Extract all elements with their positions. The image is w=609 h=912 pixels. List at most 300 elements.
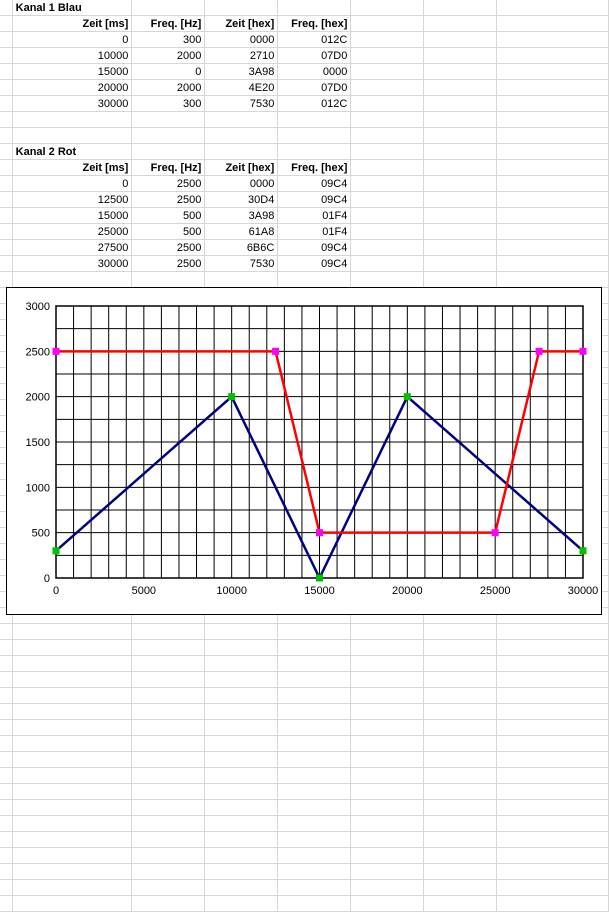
cell	[0, 864, 12, 880]
cell	[278, 272, 351, 288]
cell	[12, 656, 132, 672]
x-tick-label: 0	[52, 585, 60, 597]
cell	[205, 624, 278, 640]
cell	[424, 736, 497, 752]
table-row	[0, 640, 609, 656]
cell	[424, 768, 497, 784]
column-header: Zeit [hex]	[205, 160, 278, 176]
cell	[12, 128, 132, 144]
table-row	[0, 144, 609, 160]
cell	[278, 896, 351, 912]
table-row	[0, 720, 609, 736]
cell	[424, 144, 497, 160]
table-row	[0, 624, 609, 640]
block-title: Kanal 1 Blau	[12, 0, 132, 16]
table-row	[0, 96, 609, 112]
cell	[497, 128, 609, 144]
cell	[351, 800, 424, 816]
table-row	[0, 768, 609, 784]
y-tick-label: 0	[43, 573, 50, 585]
cell	[497, 832, 609, 848]
cell	[12, 720, 132, 736]
table-row	[0, 864, 609, 880]
cell: 15000	[12, 208, 132, 224]
cell	[0, 656, 12, 672]
cell	[132, 112, 205, 128]
table-row	[0, 208, 609, 224]
cell	[0, 112, 12, 128]
cell: 7530	[205, 256, 278, 272]
cell	[497, 144, 609, 160]
cell: 012C	[278, 32, 351, 48]
cell	[278, 112, 351, 128]
cell	[0, 128, 12, 144]
cell	[132, 832, 205, 848]
table-row	[0, 736, 609, 752]
cell	[0, 768, 12, 784]
cell	[12, 880, 132, 896]
cell: 30D4	[205, 192, 278, 208]
cell	[351, 96, 424, 112]
cell: 2710	[205, 48, 278, 64]
cell	[0, 800, 12, 816]
cell	[497, 816, 609, 832]
cell	[424, 96, 497, 112]
table-row	[0, 672, 609, 688]
cell	[278, 864, 351, 880]
table-row	[0, 800, 609, 816]
cell	[12, 272, 132, 288]
cell	[351, 816, 424, 832]
cell	[0, 64, 12, 80]
cell	[0, 640, 12, 656]
table-header-row	[0, 16, 609, 32]
cell	[424, 160, 497, 176]
column-header: Freq. [hex]	[278, 16, 351, 32]
cell	[0, 0, 12, 16]
cell	[132, 624, 205, 640]
cell: 4E20	[205, 80, 278, 96]
cell: 01F4	[278, 224, 351, 240]
table-row	[0, 880, 609, 896]
x-tick-label: 15000	[304, 585, 335, 597]
cell	[0, 80, 12, 96]
cell	[0, 208, 12, 224]
cell	[278, 752, 351, 768]
chart-data-point	[53, 548, 59, 554]
cell: 2500	[132, 192, 205, 208]
cell	[205, 800, 278, 816]
cell: 09C4	[278, 256, 351, 272]
x-tick-label: 5000	[131, 585, 157, 597]
cell	[0, 192, 12, 208]
cell: 15000	[12, 64, 132, 80]
table-row	[0, 704, 609, 720]
table-row	[0, 896, 609, 912]
y-tick-label: 2500	[25, 346, 50, 359]
cell	[12, 816, 132, 832]
table-row	[0, 80, 609, 96]
cell	[12, 832, 132, 848]
cell	[0, 816, 12, 832]
cell	[351, 672, 424, 688]
cell	[351, 128, 424, 144]
cell	[205, 736, 278, 752]
cell	[424, 32, 497, 48]
cell	[424, 208, 497, 224]
chart-object[interactable]	[6, 287, 602, 615]
cell	[424, 864, 497, 880]
cell	[205, 640, 278, 656]
cell	[0, 880, 12, 896]
table-row	[0, 32, 609, 48]
table-header-row	[0, 160, 609, 176]
x-tick-label: 30000	[567, 585, 599, 597]
cell	[424, 752, 497, 768]
cell: 27500	[12, 240, 132, 256]
y-tick-label: 2000	[25, 391, 50, 404]
cell	[497, 752, 609, 768]
cell	[497, 688, 609, 704]
cell	[497, 784, 609, 800]
cell	[351, 848, 424, 864]
cell	[0, 720, 12, 736]
cell	[132, 896, 205, 912]
cell	[205, 752, 278, 768]
cell	[132, 656, 205, 672]
x-tick-label: 25000	[479, 585, 511, 597]
cell	[12, 640, 132, 656]
y-tick-label: 1000	[25, 482, 50, 495]
cell	[424, 704, 497, 720]
cell	[424, 112, 497, 128]
cell	[351, 752, 424, 768]
cell	[12, 848, 132, 864]
chart-data-point	[317, 530, 323, 536]
cell	[497, 864, 609, 880]
table-row	[0, 688, 609, 704]
cell: 500	[132, 208, 205, 224]
cell	[351, 784, 424, 800]
column-header: Zeit [hex]	[205, 16, 278, 32]
table-row	[0, 240, 609, 256]
table-row	[0, 48, 609, 64]
cell	[351, 688, 424, 704]
cell	[0, 240, 12, 256]
cell: 12500	[12, 192, 132, 208]
cell	[278, 848, 351, 864]
cell	[278, 688, 351, 704]
cell	[497, 768, 609, 784]
table-row	[0, 64, 609, 80]
cell: 10000	[12, 48, 132, 64]
cell	[205, 112, 278, 128]
chart-x-tick-labels	[53, 585, 598, 597]
cell	[497, 112, 609, 128]
chart-data-point	[580, 348, 586, 354]
cell	[497, 624, 609, 640]
cell	[205, 688, 278, 704]
cell	[0, 848, 12, 864]
cell	[205, 816, 278, 832]
table-row	[0, 256, 609, 272]
table-row	[0, 816, 609, 832]
cell: 25000	[12, 224, 132, 240]
cell	[497, 704, 609, 720]
cell	[132, 144, 205, 160]
cell	[278, 800, 351, 816]
cell	[351, 832, 424, 848]
cell	[351, 656, 424, 672]
cell	[424, 624, 497, 640]
cell: 07D0	[278, 80, 351, 96]
cell	[497, 160, 609, 176]
cell	[12, 896, 132, 912]
y-tick-label: 500	[31, 527, 50, 540]
cell	[424, 16, 497, 32]
cell	[351, 640, 424, 656]
cell	[0, 224, 12, 240]
cell	[0, 272, 12, 288]
cell	[12, 800, 132, 816]
cell	[424, 128, 497, 144]
cell	[0, 144, 12, 160]
cell	[497, 224, 609, 240]
cell	[424, 672, 497, 688]
cell	[278, 704, 351, 720]
cell	[132, 704, 205, 720]
cell	[351, 864, 424, 880]
cell	[351, 80, 424, 96]
cell: 09C4	[278, 240, 351, 256]
cell	[132, 272, 205, 288]
cell	[497, 64, 609, 80]
cell	[12, 784, 132, 800]
cell	[497, 208, 609, 224]
cell: 2000	[132, 48, 205, 64]
cell: 30000	[12, 256, 132, 272]
cell	[351, 880, 424, 896]
cell	[424, 800, 497, 816]
cell: 500	[132, 224, 205, 240]
column-header: Freq. [hex]	[278, 160, 351, 176]
cell	[497, 720, 609, 736]
table-row	[0, 0, 609, 16]
cell	[205, 784, 278, 800]
cell	[0, 832, 12, 848]
cell: 2500	[132, 256, 205, 272]
table-row	[0, 784, 609, 800]
cell	[12, 688, 132, 704]
cell	[424, 48, 497, 64]
cell	[424, 224, 497, 240]
cell: 6B6C	[205, 240, 278, 256]
cell	[424, 176, 497, 192]
cell	[424, 816, 497, 832]
cell	[424, 256, 497, 272]
cell	[278, 720, 351, 736]
cell	[132, 688, 205, 704]
cell	[351, 624, 424, 640]
cell: 0000	[278, 64, 351, 80]
cell	[497, 0, 609, 16]
cell	[0, 32, 12, 48]
cell	[205, 272, 278, 288]
cell	[132, 848, 205, 864]
cell	[351, 176, 424, 192]
cell: 01F4	[278, 208, 351, 224]
cell	[351, 0, 424, 16]
chart-svg	[7, 288, 601, 614]
cell	[497, 272, 609, 288]
cell	[12, 736, 132, 752]
cell	[497, 80, 609, 96]
cell	[351, 896, 424, 912]
cell: 2500	[132, 240, 205, 256]
cell	[0, 48, 12, 64]
cell	[351, 704, 424, 720]
cell	[351, 736, 424, 752]
cell	[0, 688, 12, 704]
cell	[132, 720, 205, 736]
cell	[132, 816, 205, 832]
cell	[278, 880, 351, 896]
cell	[132, 640, 205, 656]
cell	[132, 0, 205, 16]
chart-data-point	[580, 548, 586, 554]
cell	[278, 640, 351, 656]
column-header: Zeit [ms]	[12, 16, 132, 32]
table-row	[0, 272, 609, 288]
cell	[278, 784, 351, 800]
cell	[424, 832, 497, 848]
cell: 07D0	[278, 48, 351, 64]
cell	[351, 240, 424, 256]
cell	[132, 752, 205, 768]
cell	[205, 768, 278, 784]
cell	[205, 864, 278, 880]
cell	[205, 880, 278, 896]
cell	[132, 880, 205, 896]
cell	[132, 784, 205, 800]
x-tick-label: 20000	[392, 585, 423, 597]
table-row	[0, 752, 609, 768]
cell	[497, 32, 609, 48]
cell	[497, 800, 609, 816]
cell	[0, 160, 12, 176]
table-row	[0, 112, 609, 128]
cell	[278, 832, 351, 848]
cell	[497, 656, 609, 672]
cell	[278, 768, 351, 784]
cell	[0, 96, 12, 112]
cell: 20000	[12, 80, 132, 96]
cell	[424, 720, 497, 736]
cell	[205, 656, 278, 672]
column-header: Zeit [ms]	[12, 160, 132, 176]
chart-data-point	[536, 348, 542, 354]
cell	[205, 896, 278, 912]
cell	[424, 640, 497, 656]
y-tick-label: 1500	[25, 437, 50, 449]
cell	[497, 736, 609, 752]
cell	[424, 240, 497, 256]
cell	[351, 64, 424, 80]
cell	[12, 624, 132, 640]
cell	[424, 0, 497, 16]
cell	[0, 16, 12, 32]
cell	[12, 768, 132, 784]
chart-data-point	[492, 530, 498, 536]
cell	[351, 208, 424, 224]
table-row	[0, 128, 609, 144]
cell: 300	[132, 96, 205, 112]
cell	[12, 864, 132, 880]
cell	[351, 144, 424, 160]
table-row	[0, 176, 609, 192]
cell	[424, 688, 497, 704]
cell	[424, 64, 497, 80]
cell	[278, 624, 351, 640]
cell: 0000	[205, 32, 278, 48]
cell	[351, 224, 424, 240]
cell: 2500	[132, 176, 205, 192]
cell	[278, 128, 351, 144]
cell	[132, 672, 205, 688]
cell	[205, 128, 278, 144]
cell	[424, 272, 497, 288]
cell	[0, 736, 12, 752]
cell	[351, 32, 424, 48]
cell	[424, 80, 497, 96]
cell	[278, 672, 351, 688]
cell	[351, 16, 424, 32]
cell	[278, 0, 351, 16]
cell	[351, 768, 424, 784]
cell	[351, 272, 424, 288]
chart-gridlines	[56, 306, 583, 578]
cell	[424, 880, 497, 896]
table-row	[0, 656, 609, 672]
chart-y-tick-labels	[26, 301, 50, 585]
table-row	[0, 192, 609, 208]
chart-data-point	[317, 575, 323, 581]
cell	[497, 640, 609, 656]
cell	[12, 704, 132, 720]
cell	[278, 736, 351, 752]
cell	[0, 256, 12, 272]
cell	[205, 832, 278, 848]
cell	[278, 144, 351, 160]
cell	[205, 704, 278, 720]
cell	[497, 896, 609, 912]
cell: 7530	[205, 96, 278, 112]
y-tick-label: 3000	[25, 301, 50, 313]
cell	[12, 752, 132, 768]
cell	[0, 752, 12, 768]
cell	[0, 176, 12, 192]
cell: 0000	[205, 176, 278, 192]
cell: 300	[132, 32, 205, 48]
cell	[132, 864, 205, 880]
cell	[278, 656, 351, 672]
cell	[351, 48, 424, 64]
cell: 012C	[278, 96, 351, 112]
cell: 0	[12, 176, 132, 192]
cell	[424, 784, 497, 800]
cell	[205, 0, 278, 16]
cell	[12, 672, 132, 688]
